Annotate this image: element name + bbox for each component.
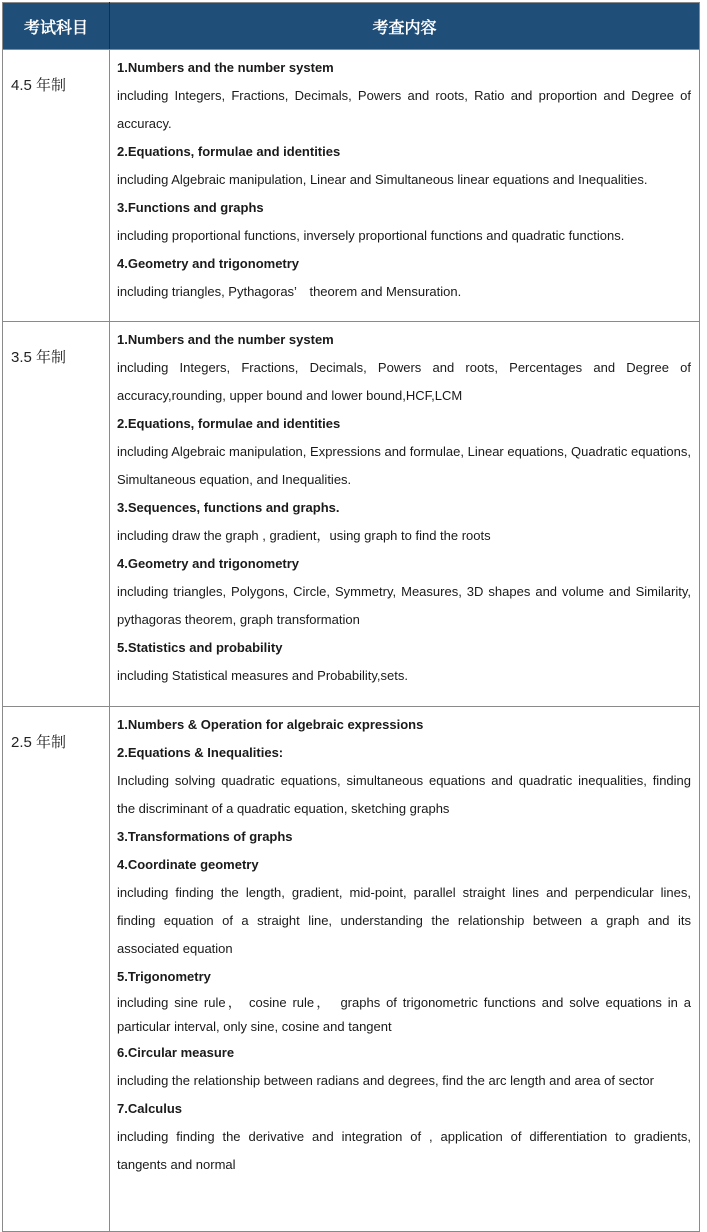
topic-desc: including Integers, Fractions, Decimals, Powers and roots, Ratio and proportion and Degree of accuracy. <box>117 88 691 131</box>
topic-desc: including sine rule， cosine rule， graphs of trigonometric functions and solve equations in a particular interval, only sine, cosine and tangent <box>117 995 691 1034</box>
topic-desc: including proportional functions, inversely proportional functions and quadratic functions. <box>117 228 625 243</box>
topic-desc: including triangles, Pythagoras’ theorem and Mensuration. <box>117 284 462 299</box>
table-row-2-5-year <box>3 707 700 1232</box>
topic-desc: including Algebraic manipulation, Linear and Simultaneous linear equations and Inequalities. <box>117 172 648 187</box>
header-content: 考查内容 <box>110 3 700 50</box>
topic-title: 1.Numbers and the number system <box>117 332 334 347</box>
topic-title: 6.Circular measure <box>117 1045 235 1060</box>
header-subject: 考试科目 <box>3 3 110 50</box>
topic-desc: including the relationship between radians and degrees, find the arc length and area of sector <box>117 1073 654 1088</box>
content-cell <box>110 707 700 1232</box>
topic-title: 4.Geometry and trigonometry <box>117 256 300 271</box>
topic-desc: including Statistical measures and Probability,sets. <box>117 668 408 683</box>
topic-title: 3.Sequences, functions and graphs. <box>117 500 340 515</box>
topic-title: 4.Geometry and trigonometry <box>117 556 300 571</box>
topic-desc: including Algebraic manipulation, Expressions and formulae, Linear equations, Quadratic equations, Simultaneous equation, and Inequalities. <box>117 444 691 487</box>
topic-title: 3.Transformations of graphs <box>117 829 293 844</box>
table-row-4-5-year <box>3 50 700 322</box>
topic-title: 5.Statistics and probability <box>117 640 283 655</box>
topic-desc: Including solving quadratic equations, simultaneous equations and quadratic inequalities, finding the discriminant of a quadratic equation, sketching graphs <box>117 773 691 816</box>
topic-title: 2.Equations & Inequalities: <box>117 745 284 760</box>
subject-cell: 3.5 年制 <box>3 322 110 707</box>
syllabus-table <box>2 2 700 1232</box>
topic-title: 5.Trigonometry <box>117 969 211 984</box>
topic-title: 2.Equations, formulae and identities <box>117 144 341 159</box>
topic-desc: including finding the derivative and integration of , application of differentiation to gradients, tangents and normal <box>117 1129 691 1172</box>
table-header-row <box>3 3 700 50</box>
content-cell <box>110 50 700 322</box>
subject-cell: 2.5 年制 <box>3 707 110 1232</box>
subject-cell: 4.5 年制 <box>3 50 110 322</box>
content-cell <box>110 322 700 707</box>
topic-title: 1.Numbers and the number system <box>117 60 334 75</box>
topic-title: 4.Coordinate geometry <box>117 857 259 872</box>
topic-desc: including finding the length, gradient, mid-point, parallel straight lines and perpendicular lines, finding equation of a straight line, understanding the relationship between a graph and its associated equation <box>117 885 691 956</box>
topic-title: 2.Equations, formulae and identities <box>117 416 341 431</box>
topic-desc: including draw the graph , gradient，using graph to find the roots <box>117 528 491 543</box>
table-row-3-5-year <box>3 322 700 707</box>
topic-title: 1.Numbers & Operation for algebraic expressions <box>117 717 424 732</box>
topic-title: 7.Calculus <box>117 1101 183 1116</box>
topic-title: 3.Functions and graphs <box>117 200 264 215</box>
topic-desc: including triangles, Polygons, Circle, Symmetry, Measures, 3D shapes and volume and Similarity, pythagoras theorem, graph transformation <box>117 584 691 627</box>
topic-desc: including Integers, Fractions, Decimals, Powers and roots, Percentages and Degree of accuracy,rounding, upper bound and lower bound,HCF,LCM <box>117 360 691 403</box>
